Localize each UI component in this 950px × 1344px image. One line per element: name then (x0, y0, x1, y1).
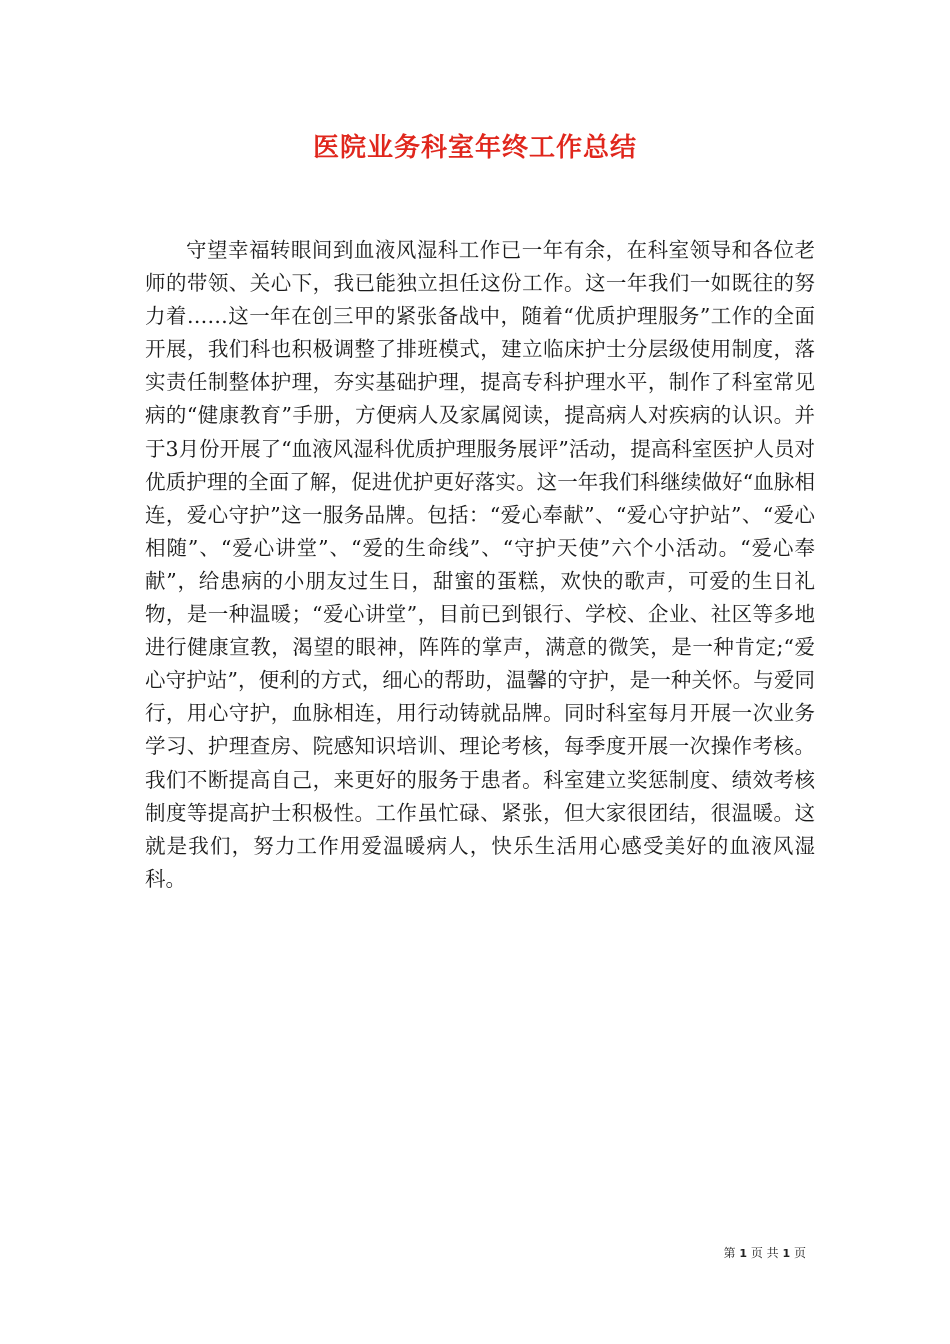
page-number-footer (724, 1244, 806, 1261)
footer-suffix: 页 (793, 1246, 806, 1260)
footer-page-total: 1 (782, 1247, 791, 1260)
footer-prefix: 第 (723, 1246, 736, 1260)
footer-middle: 页 共 (750, 1246, 779, 1260)
page-title: 医院业务科室年终工作总结 (312, 133, 637, 163)
footer-page-current: 1 (739, 1247, 748, 1260)
body-paragraph: 守望幸福转眼间到血液风湿科工作已一年有余，在科室领导和各位老师的带领、关心下，我已能独立担任这份工作。这一年我们一如既往的努力着……这一年在创三甲的紧张备战中，随着“优质护理服务”工作的全面开展，我们科也积极调整了排班模式，建立临床护士分层级使用制度，落实责任制整体护理，夯实基础护理，提高专科护理水平，制作了科室常见病的“健康教育”手册，方便病人及家属阅读，提高病人对疾病的认识。并于3月份开展了“血液风湿科优质护理服务展评”活动，提高科室医护人员对优质护理的全面了解，促进优护更好落实。这一年我们科继续做好“血脉相连，爱心守护”这一服务品牌。包括：“爱心奉献”、“爱心守护站”、“爱心相随”、“爱心讲堂”、“爱的生命线”、“守护天使”六个小活动。“爱心奉献”，给患病的小朋友过生日，甜蜜的蛋糕，欢快的歌声，可爱的生日礼物，是一种温暖；“爱心讲堂”，目前已到银行、学校、企业、社区等多地进行健康宣教，渴望的眼神，阵阵的掌声，满意的微笑，是一种肯定;“爱心守护站”，便利的方式，细心的帮助，温馨的守护，是一种关怀。与爱同行，用心守护，血脉相连，用行动铸就品牌。同时科室每月开展一次业务学习、护理查房、院感知识培训、理论考核，每季度开展一次操作考核。我们不断提高自己，来更好的服务于患者。科室建立奖惩制度、绩效考核制度等提高护士积极性。工作虽忙碌、紧张，但大家很团结，很温暖。这就是我们，努力工作用爱温暖病人，快乐生活用心感受美好的血液风湿科。 (145, 238, 815, 891)
